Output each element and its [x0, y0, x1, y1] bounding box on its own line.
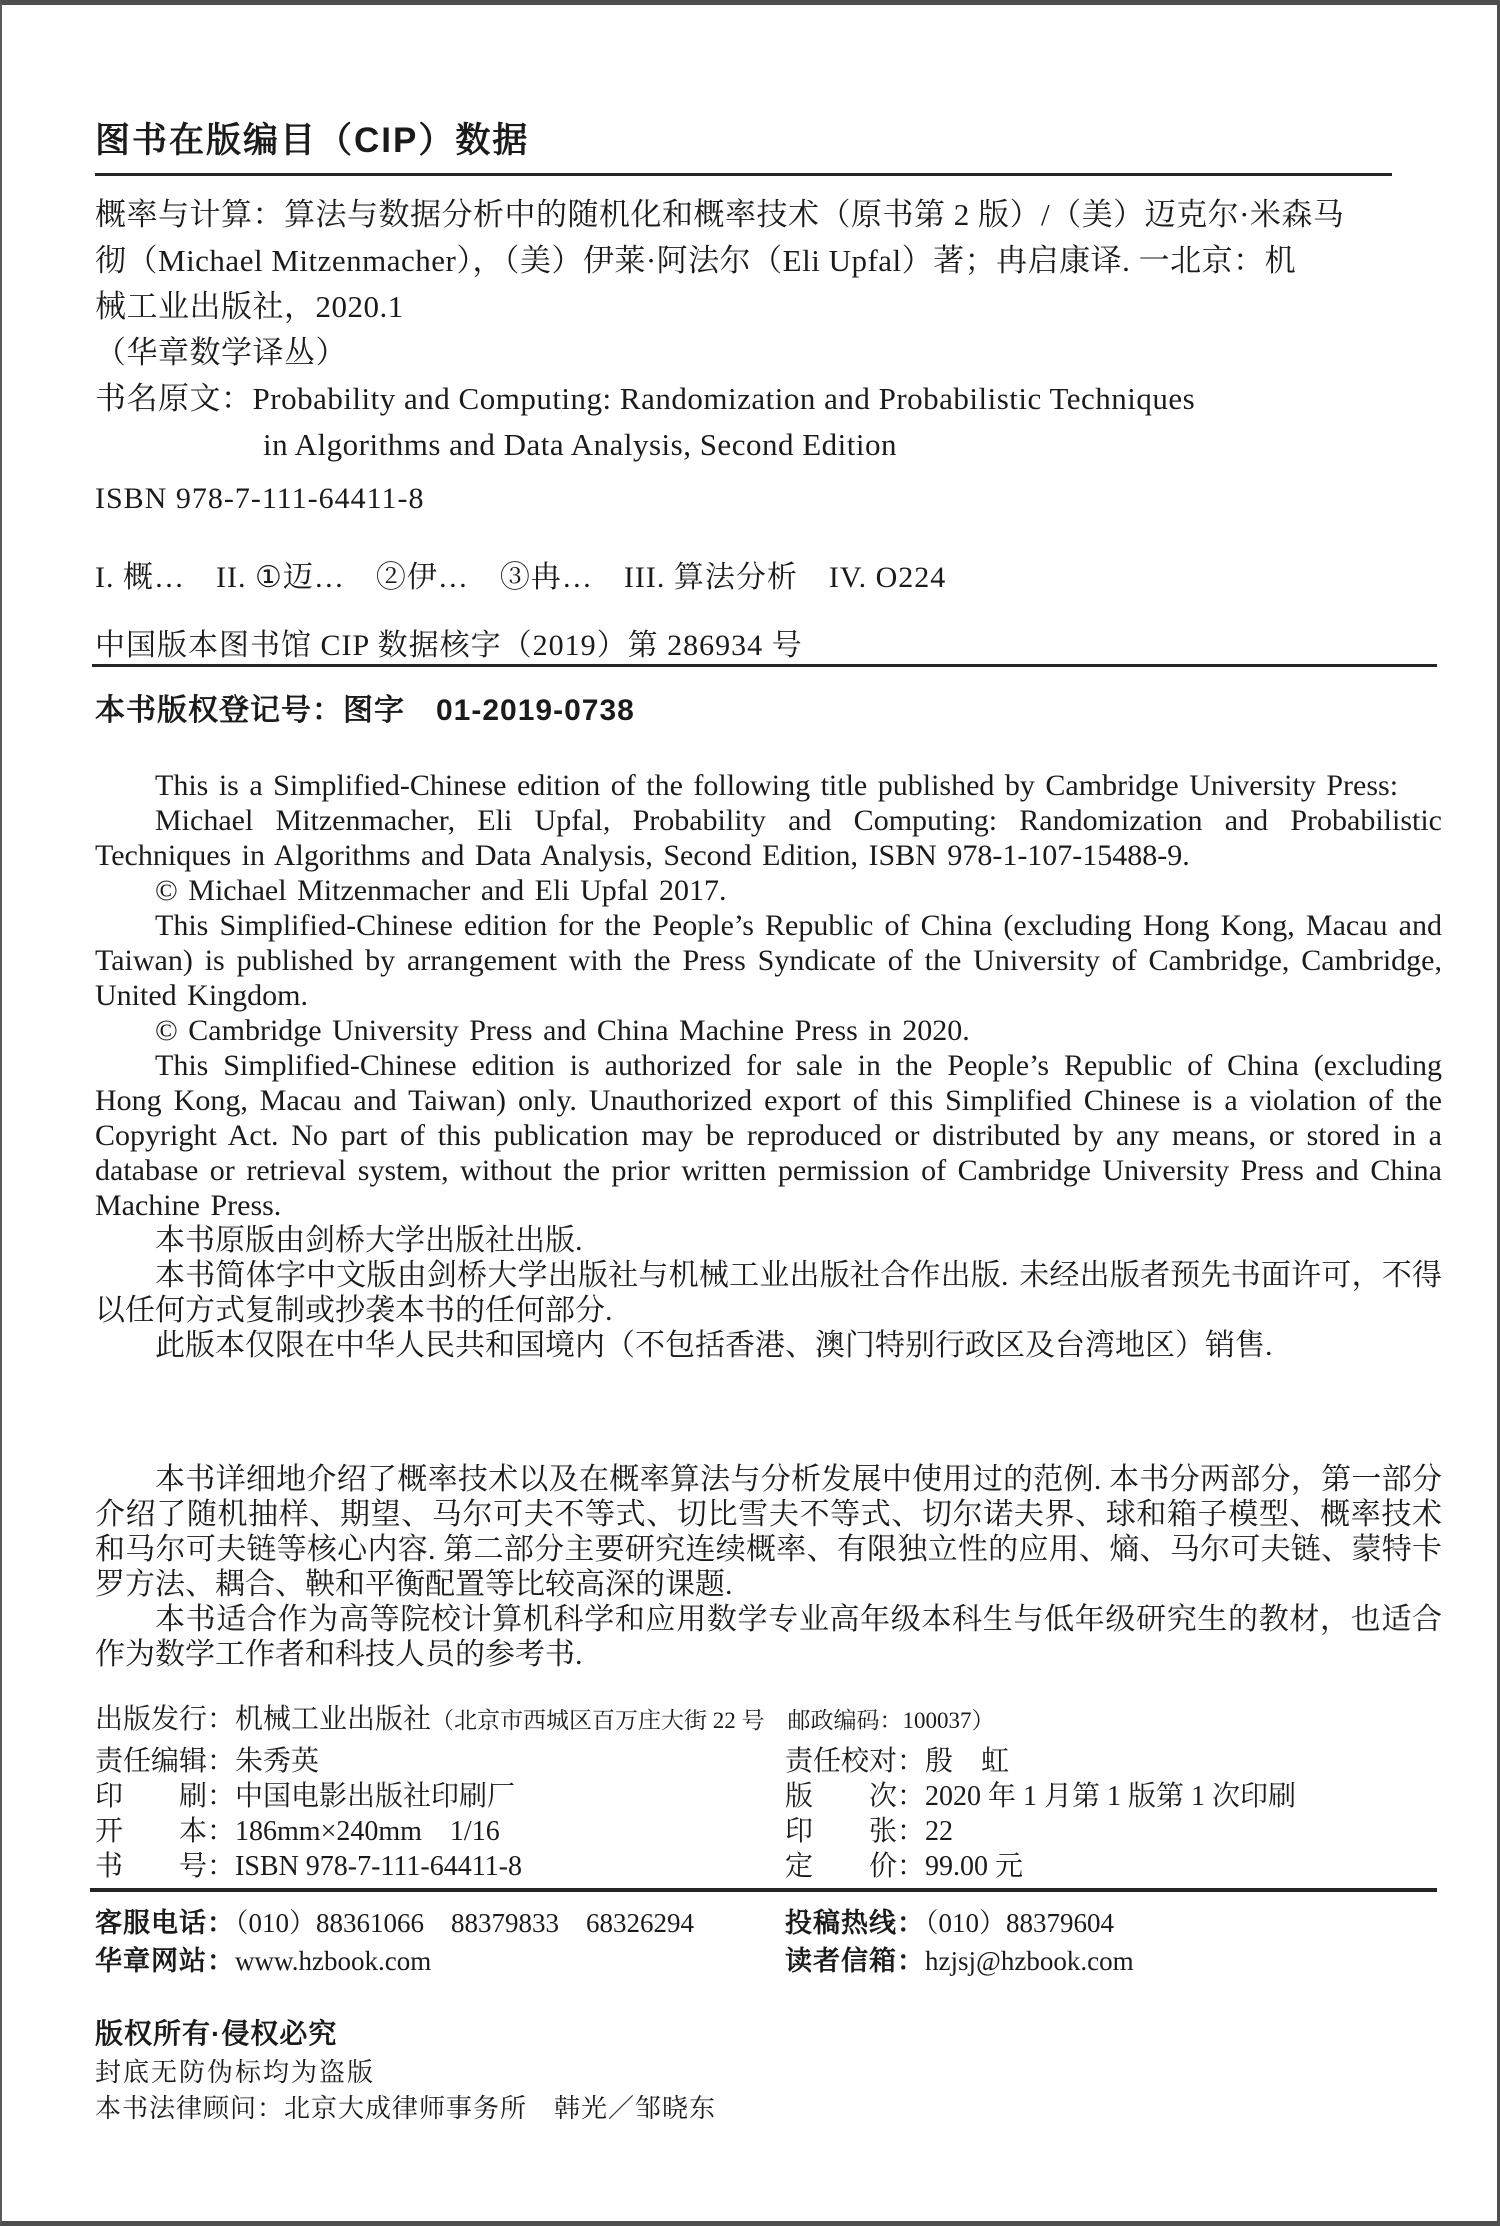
- footer-divider: [90, 1888, 1437, 1892]
- publishing-info-row: [95, 1779, 1440, 1814]
- book-number-value: ISBN 978-7-111-64411-8: [235, 1851, 522, 1882]
- publishing-info-block: [95, 1702, 1440, 1884]
- contact-row: [95, 1942, 1440, 1980]
- sheets-value: 22: [925, 1816, 954, 1847]
- anti-piracy-notice: 封底无防伪标均为盗版: [95, 2058, 376, 2087]
- price-label: 定 价：: [785, 1851, 926, 1882]
- reader-email-value: hzjsj@hzbook.com: [925, 1946, 1134, 1976]
- printer-label: 印 刷：: [95, 1781, 236, 1812]
- legal-notice-paragraph: © Michael Mitzenmacher and Eli Upfal 2017.: [155, 874, 727, 907]
- submission-hotline-label: 投稿热线：: [785, 1908, 925, 1938]
- cip-entry: [95, 192, 1445, 468]
- cip-series-line: （华章数学译丛）: [95, 335, 347, 370]
- service-phone-value: （010）88361066 88379833 68326294: [235, 1908, 694, 1938]
- section-divider: [92, 664, 1437, 667]
- heading-divider: [95, 173, 1392, 176]
- contact-row: [95, 1904, 1440, 1942]
- edition-label: 版 次：: [785, 1781, 926, 1812]
- printer-value: 中国电影出版社印刷厂: [235, 1781, 516, 1812]
- legal-notice-paragraph: This is a Simplified-Chinese edition of the following title published by Cambridge University Press:: [155, 769, 1399, 802]
- reader-email-label: 读者信箱：: [785, 1946, 925, 1976]
- classification-line: I. 概… II. ①迈… ②伊… ③冉… III. 算法分析 IV. O224: [95, 561, 947, 594]
- cip-entry-line: 彻（Michael Mitzenmacher），（美）伊莱·阿法尔（Eli Upfal）著；冉启康译. 一北京：机: [95, 243, 1297, 278]
- legal-notice-paragraph: Michael Mitzenmacher, Eli Upfal, Probability and Computing: Randomization and Probabilistic Techniques in Algorithms and Data Analysis, Second Edition, ISBN 978-1-107-15488-9.: [95, 804, 1442, 872]
- proofreader-value: 殷 虹: [925, 1746, 1010, 1777]
- publisher-name: 机械工业出版社: [235, 1704, 432, 1735]
- website-label: 华章网站：: [95, 1946, 235, 1976]
- publishing-info-row: [95, 1849, 1440, 1884]
- publishing-info-row: [95, 1744, 1440, 1779]
- service-phone-label: 客服电话：: [95, 1908, 235, 1938]
- submission-hotline-value: （010）88379604: [925, 1908, 1114, 1938]
- editor-label: 责任编辑：: [95, 1746, 236, 1777]
- page-title: 图书在版编目（CIP）数据: [95, 121, 530, 160]
- publisher-address: （北京市西城区百万庄大街 22 号 邮政编码：100037）: [431, 1708, 995, 1733]
- cip-entry-line: 概率与计算：算法与数据分析中的随机化和概率技术（原书第 2 版）/（美）迈克尔·米森马: [95, 197, 1345, 232]
- isbn-line: ISBN 978-7-111-64411-8: [95, 482, 425, 515]
- book-summary-paragraph: 本书详细地介绍了概率技术以及在概率算法与分析发展中使用过的范例. 本书分两部分，第一部分介绍了随机抽样、期望、马尔可夫不等式、切比雪夫不等式、切尔诺夫界、球和箱子模型、概率技术和马尔可夫链等核心内容. 第二部分主要研究连续概率、有限独立性的应用、熵、马尔可夫链、蒙特卡罗方法、耦合、鞅和平衡配置等比较高深的课题.: [95, 1463, 1442, 1601]
- rights-notice: 版权所有·侵权必究: [95, 2018, 338, 2049]
- editor-value: 朱秀英: [235, 1746, 320, 1777]
- cip-entry-line: 械工业出版社，2020.1: [95, 289, 404, 324]
- book-summary-paragraph: 本书适合作为高等院校计算机科学和应用数学专业高年级本科生与低年级研究生的教材，也适合作为数学工作者和科技人员的参考书.: [95, 1603, 1442, 1671]
- legal-notice-paragraph: © Cambridge University Press and China Machine Press in 2020.: [155, 1014, 970, 1047]
- legal-notice-paragraph: 本书简体字中文版由剑桥大学出版社与机械工业出版社合作出版. 未经出版者预先书面许可，不得以任何方式复制或抄袭本书的任何部分.: [95, 1259, 1442, 1327]
- contact-block: [95, 1904, 1440, 1980]
- original-title-line: 书名原文：Probability and Computing: Randomization and Probabilistic Techniques: [95, 381, 1196, 416]
- publisher-row: [95, 1702, 1440, 1737]
- format-label: 开 本：: [95, 1816, 236, 1847]
- book-summary-block: [95, 1462, 1442, 1672]
- proofreader-label: 责任校对：: [785, 1746, 926, 1777]
- legal-notice-block: [95, 768, 1442, 1363]
- website-value: www.hzbook.com: [235, 1946, 432, 1976]
- legal-notice-paragraph: 此版本仅限在中华人民共和国境内（不包括香港、澳门特别行政区及台湾地区）销售.: [155, 1329, 1273, 1362]
- legal-notice-paragraph: 本书原版由剑桥大学出版社出版.: [155, 1224, 583, 1257]
- cip-record-line: 中国版本图书馆 CIP 数据核字（2019）第 286934 号: [95, 629, 803, 662]
- original-title-line: in Algorithms and Data Analysis, Second Edition: [263, 427, 897, 462]
- publisher-label: 出版发行：: [95, 1704, 236, 1735]
- edition-value: 2020 年 1 月第 1 版第 1 次印刷: [925, 1781, 1297, 1812]
- legal-notice-paragraph: This Simplified-Chinese edition for the People’s Republic of China (excluding Hong Kong, Macau and Taiwan) is published by arrangement with the Press Syndicate of the University of Cambridge, Cambridge, United Kingdom.: [95, 909, 1442, 1012]
- price-value: 99.00 元: [925, 1851, 1024, 1882]
- copyright-registration-line: 本书版权登记号：图字 01-2019-0738: [95, 694, 635, 727]
- legal-notice-paragraph: This Simplified-Chinese edition is authorized for sale in the People’s Republic of China (excluding Hong Kong, Macau and Taiwan) only. Unauthorized export of this Simplified Chinese is a violation of the Copyright Act. No part of this publication may be reproduced or distributed by any means, or stored in a database or retrieval system, without the prior written permission of Cambridge University Press and China Machine Press.: [95, 1049, 1442, 1222]
- sheets-label: 印 张：: [785, 1816, 926, 1847]
- book-number-label: 书 号：: [95, 1851, 236, 1882]
- publishing-info-row: [95, 1814, 1440, 1849]
- format-value: 186mm×240mm 1/16: [235, 1816, 500, 1847]
- legal-advisor-line: 本书法律顾问：北京大成律师事务所 韩光／邹晓东: [95, 2094, 717, 2123]
